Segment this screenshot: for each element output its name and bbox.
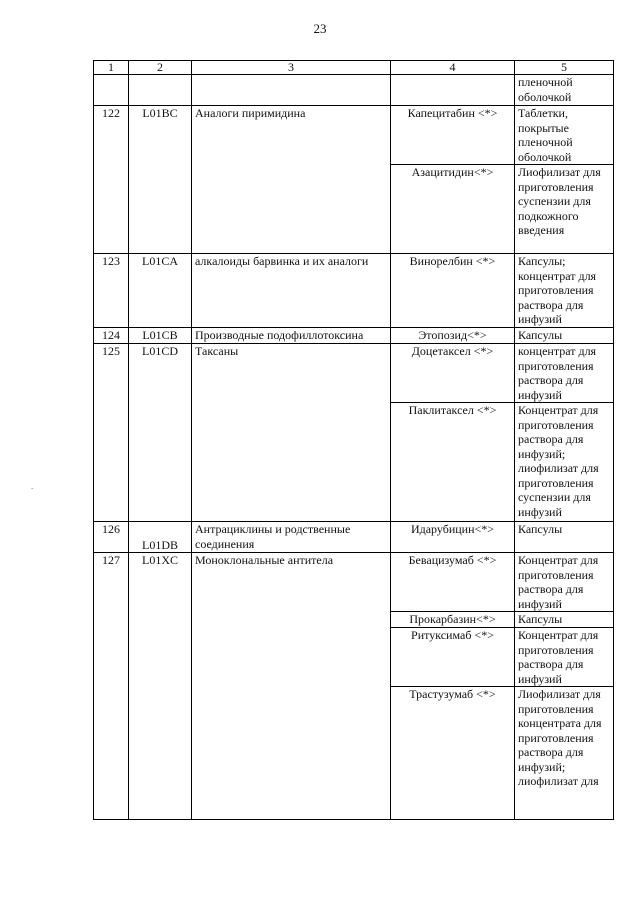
header-cell: 5 — [515, 61, 614, 75]
dosage-form: Лиофилизат для приготовления суспензии для подкожного введения — [515, 165, 614, 254]
dosage-form: Капсулы — [515, 328, 614, 344]
header-row — [94, 61, 614, 75]
row-number: 126 — [94, 522, 129, 553]
row-number: 125 — [94, 344, 129, 522]
drug-name: Паклитаксел <*> — [391, 403, 515, 522]
group-name: Таксаны — [192, 344, 391, 522]
header-cell: 3 — [192, 61, 391, 75]
group-name: Производные подофиллотоксина — [192, 328, 391, 344]
dosage-form: Капсулы — [515, 522, 614, 553]
drug-name: Прокарбазин<*> — [391, 612, 515, 628]
page-number: 23 — [313, 21, 327, 36]
dosage-form: Лиофилизат для приготовления концентрата для приготовления раствора для инфузий; лиофилизат для — [515, 687, 614, 820]
group-name: Антрациклины и родственные соединения — [192, 522, 391, 553]
drug-table — [93, 60, 614, 820]
atc-code: L01BC — [129, 106, 192, 254]
group-name — [192, 75, 391, 106]
dosage-form: пленочной оболочкой — [515, 75, 614, 106]
dosage-form: Концентрат для приготовления раствора для инфузий — [515, 553, 614, 612]
table-row — [94, 553, 614, 612]
header-cell: 2 — [129, 61, 192, 75]
table-row — [94, 75, 614, 106]
stray-mark: . — [31, 481, 34, 491]
table-row — [94, 106, 614, 165]
header-cell: 1 — [94, 61, 129, 75]
row-number: 122 — [94, 106, 129, 254]
drug-name: Бевацизумаб <*> — [391, 553, 515, 612]
row-number: 127 — [94, 553, 129, 820]
drug-name: Азацитидин<*> — [391, 165, 515, 254]
header-cell: 4 — [391, 61, 515, 75]
drug-name: Капецитабин <*> — [391, 106, 515, 165]
atc-code: L01XC — [129, 553, 192, 820]
drug-name: Винорелбин <*> — [391, 254, 515, 328]
row-number: 124 — [94, 328, 129, 344]
atc-code: L01CA — [129, 254, 192, 328]
group-name: Моноклональные антитела — [192, 553, 391, 820]
group-name: алкалоиды барвинка и их аналоги — [192, 254, 391, 328]
table-row — [94, 328, 614, 344]
row-number: 123 — [94, 254, 129, 328]
atc-code — [129, 75, 192, 106]
table-row — [94, 254, 614, 328]
dosage-form: Капсулы — [515, 612, 614, 628]
atc-code: L01CB — [129, 328, 192, 344]
atc-code: L01DB — [129, 522, 192, 553]
drug-name: Ритуксимаб <*> — [391, 628, 515, 687]
atc-code: L01CD — [129, 344, 192, 522]
dosage-form: концентрат для приготовления раствора для инфузий — [515, 344, 614, 403]
group-name: Аналоги пиримидина — [192, 106, 391, 254]
drug-name: Доцетаксел <*> — [391, 344, 515, 403]
dosage-form: Капсулы; концентрат для приготовления раствора для инфузий — [515, 254, 614, 328]
table-row — [94, 344, 614, 403]
row-number — [94, 75, 129, 106]
drug-name: Этопозид<*> — [391, 328, 515, 344]
dosage-form: Концентрат для приготовления раствора для инфузий — [515, 628, 614, 687]
drug-name — [391, 75, 515, 106]
dosage-form: Таблетки, покрытые пленочной оболочкой — [515, 106, 614, 165]
dosage-form: Концентрат для приготовления раствора для инфузий; лиофилизат для приготовления суспензии для инфузий — [515, 403, 614, 522]
table-row — [94, 522, 614, 553]
drug-name: Идарубицин<*> — [391, 522, 515, 553]
drug-name: Трастузумаб <*> — [391, 687, 515, 820]
